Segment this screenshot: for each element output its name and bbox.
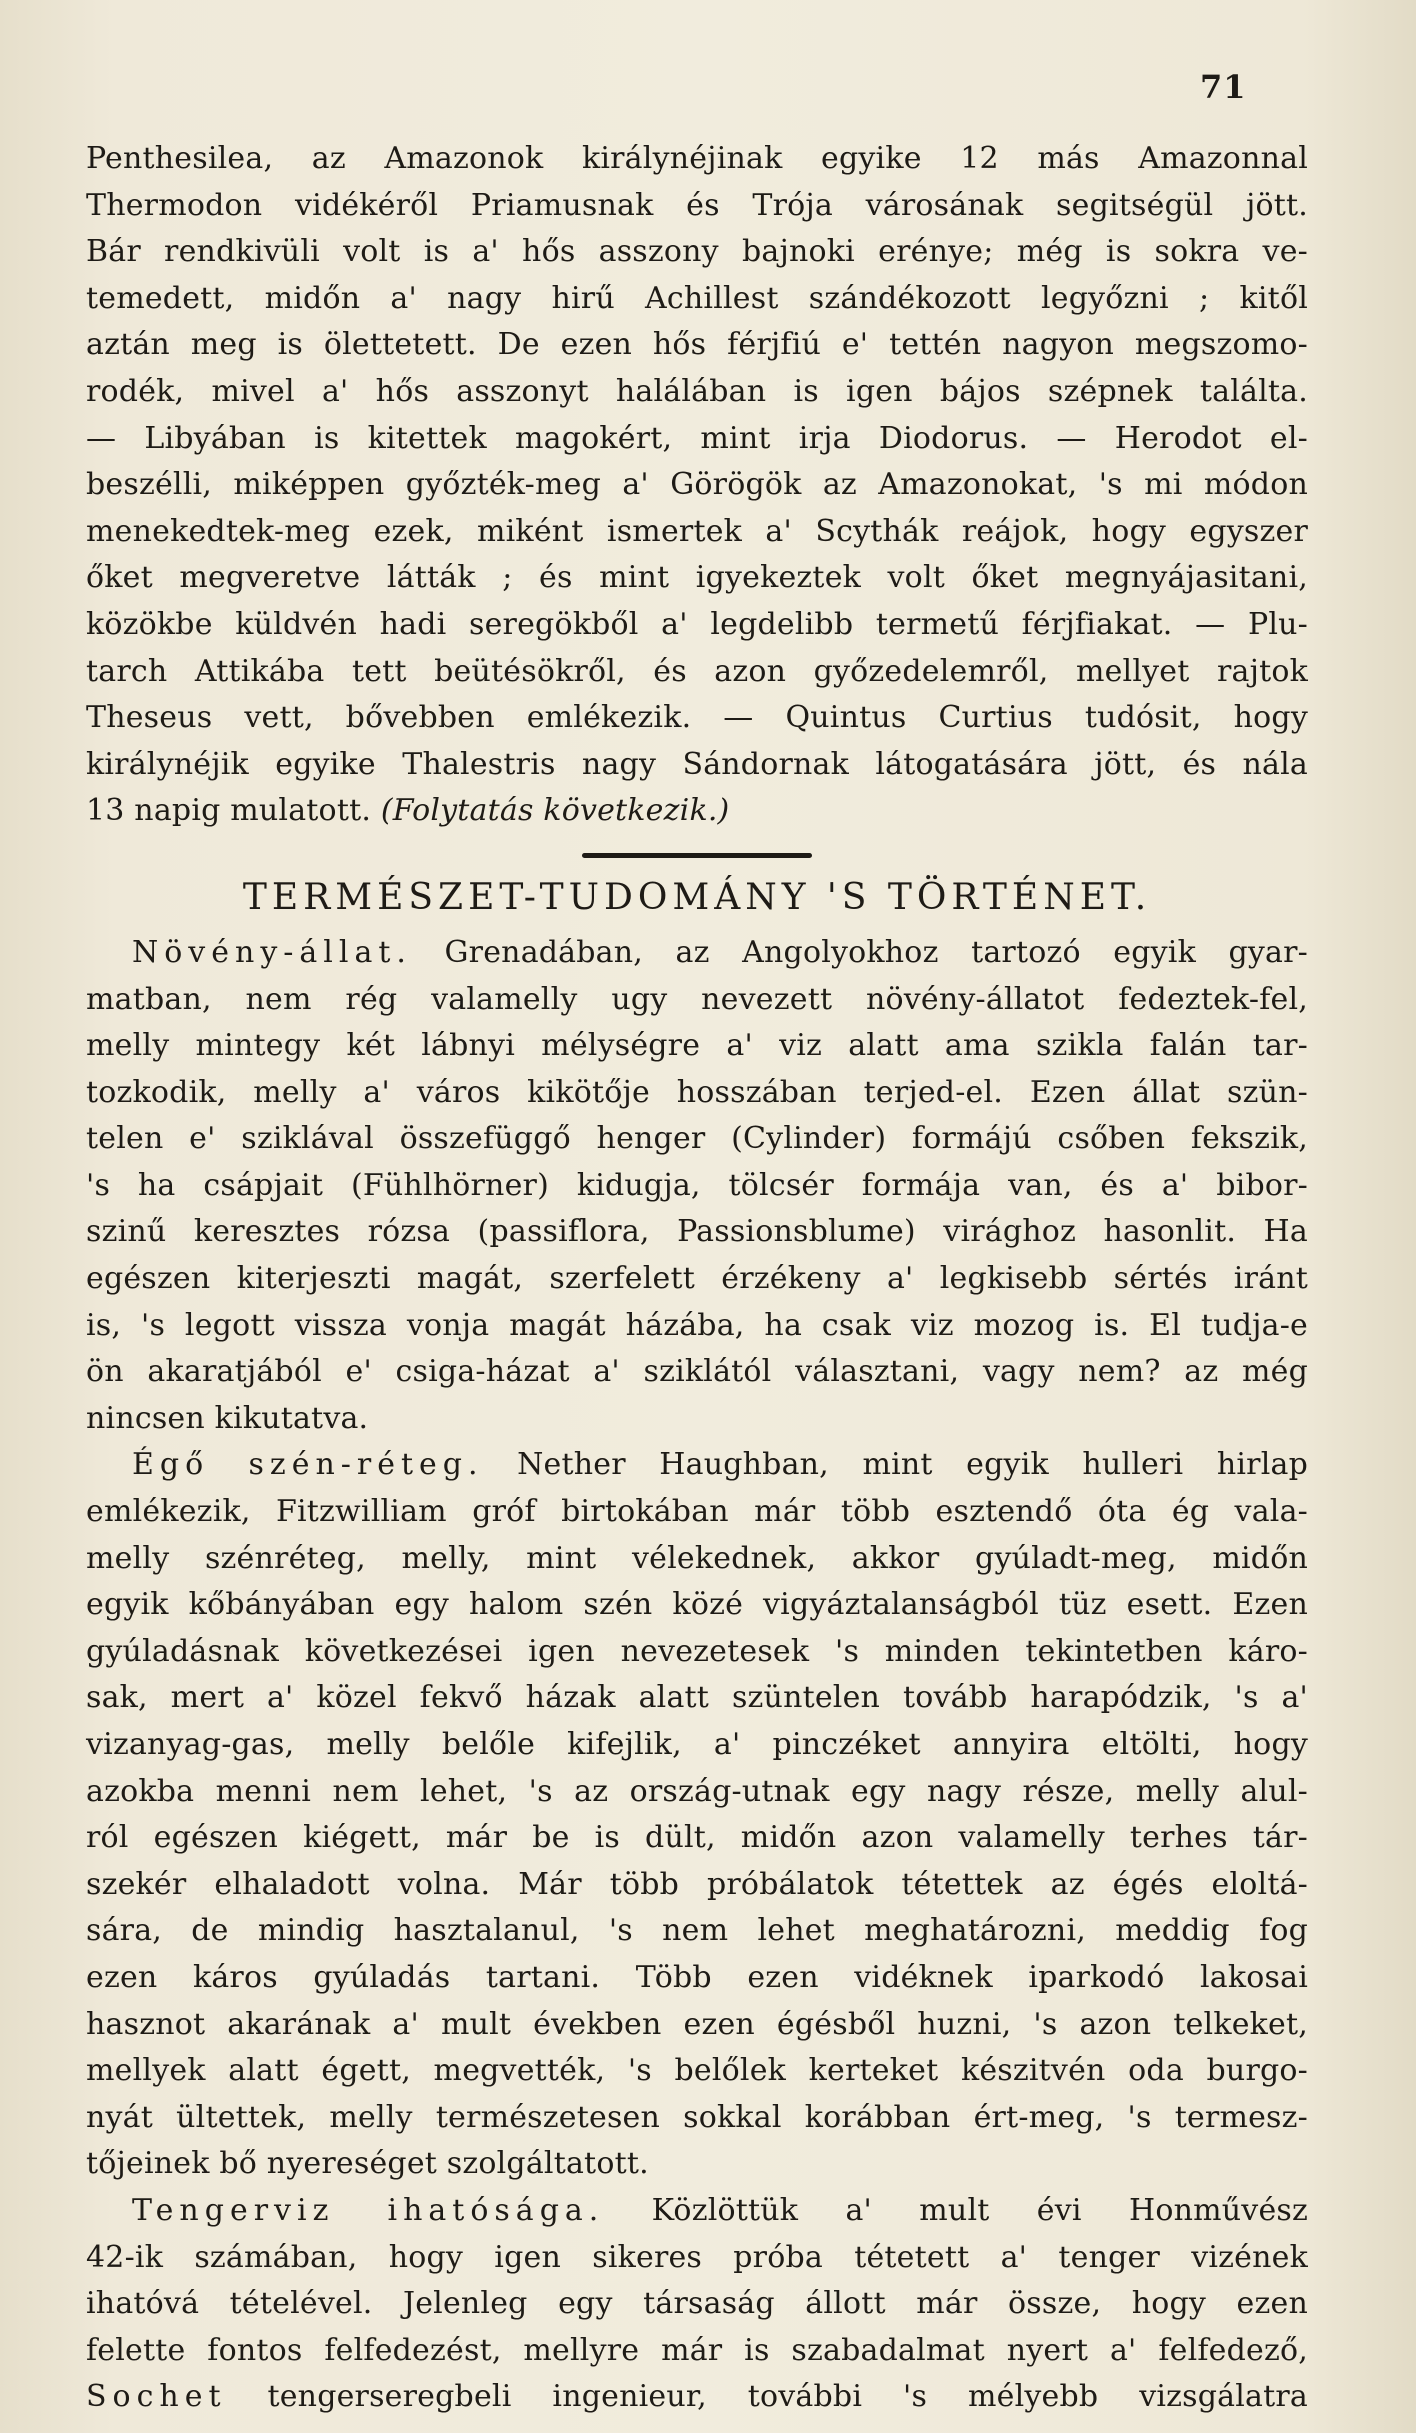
article-text: Grenadában, az Angolyokhoz tartozó egyik gyar-: [444, 934, 1308, 970]
text-line: telen e' sziklával összefüggő henger (Cylinder) formájú csőben fekszik,: [86, 1121, 1308, 1157]
text-line: királynéjik egyike Thalestris nagy Sándornak látogatására jött, és nála: [86, 746, 1308, 782]
text-line: tozkodik, melly a' város kikötője hosszában terjed-el. Ezen állat szün-: [86, 1074, 1308, 1110]
article-text: tengerseregbeli ingenieur, további 's mélyebb vizsgálatra: [226, 2379, 1308, 2415]
text-line: matban, nem rég valamelly ugy nevezett növény-állatot fedeztek-fel,: [86, 981, 1308, 1017]
text-line: [86, 2188, 1308, 2235]
text-line: nyát ültettek, melly természetesen sokkal korábban ért-meg, 's termesz-: [86, 2099, 1308, 2135]
intro-paragraph: [86, 136, 1308, 835]
text-line: melly szénréteg, melly, mint vélekednek, akkor gyúladt-meg, midőn: [86, 1540, 1308, 1576]
text-line: Bár rendkivüli volt is a' hős asszony bajnoki erénye; még is sokra ve-: [86, 234, 1308, 270]
page-number: 71: [1200, 68, 1247, 106]
text-line: hasznot akarának a' mult években ezen égésből huzni, 's azon telkeket,: [86, 2006, 1308, 2042]
text-line: rodék, mivel a' hős asszonyt halálában is igen bájos szépnek találta.: [86, 373, 1308, 409]
page-body: [86, 136, 1308, 2421]
text-line: mellyek alatt égett, megvették, 's belőlek kerteket készitvén oda burgo-: [86, 2053, 1308, 2089]
text-line-prefix: 13 napig mulatott.: [86, 793, 381, 829]
text-line: gyúladásnak következései igen nevezetesek 's minden tekintetben káro-: [86, 1633, 1308, 1669]
text-line: őket megveretve látták ; és mint igyekeztek volt őket megnyájasitani,: [86, 560, 1308, 596]
article-heading: Tengerviz ihatósága.: [132, 2192, 605, 2228]
article-tengerviz-ihatosaga: [86, 2188, 1308, 2421]
text-line: aztán meg is ölettetett. De ezen hős férjfiú e' tettén nagyon megszomo-: [86, 327, 1308, 363]
section-divider: [582, 853, 812, 858]
spaced-name: Sochet: [86, 2379, 227, 2415]
article-heading: Növény-állat.: [132, 934, 412, 970]
text-line: Theseus vett, bővebben emlékezik. — Quintus Curtius tudósit, hogy: [86, 700, 1308, 736]
text-line: is, 's legott vissza vonja magát házába, ha csak viz mozog is. El tudja-e: [86, 1307, 1308, 1343]
text-line: temedett, midőn a' nagy hirű Achillest szándékozott legyőzni ; kitől: [86, 280, 1308, 316]
text-line: emlékezik, Fitzwilliam gróf birtokában már több esztendő óta ég vala-: [86, 1494, 1308, 1530]
section-title: TERMÉSZET-TUDOMÁNY 'S TÖRTÉNET.: [242, 876, 1152, 918]
text-line: vizanyag-gas, melly belőle kifejlik, a' pinczéket annyira eltölti, hogy: [86, 1727, 1308, 1762]
text-line: beszélli, miképpen győzték-meg a' Görögök az Amazonokat, 's mi módon: [86, 467, 1308, 503]
text-line: ról egészen kiégett, már be is dült, midőn azon valamelly terhes tár-: [86, 1820, 1308, 1856]
article-heading: Égő szén-réteg.: [132, 1447, 484, 1483]
text-line: [86, 2374, 1308, 2421]
text-line: nincsen kikutatva.: [86, 1400, 369, 1436]
text-line: menekedtek-meg ezek, miként ismertek a' Scythák reájok, hogy egyszer: [86, 513, 1308, 549]
text-line: sak, mert a' közel fekvő házak alatt szüntelen tovább harapódzik, 's a': [86, 1680, 1308, 1716]
continuation-note: (Folytatás következik.): [380, 793, 730, 829]
text-line: 42-ik számában, hogy igen sikeres próba tétetett a' tenger vizének: [86, 2239, 1308, 2275]
text-line: ön akaratjából e' csiga-házat a' sziklától választani, vagy nem? az még: [86, 1354, 1308, 1390]
text-line: melly mintegy két lábnyi mélységre a' viz alatt ama szikla falán tar-: [86, 1028, 1308, 1064]
text-line: ihatóvá tételével. Jelenleg egy társaság állott már össze, hogy ezen: [86, 2286, 1308, 2322]
article-text: Nether Haughban, mint egyik hulleri hirlap: [517, 1447, 1308, 1483]
text-line: Thermodon vidékéről Priamusnak és Trója városának segitségül jött.: [86, 187, 1308, 223]
text-line: Penthesilea, az Amazonok királynéjinak egyike 12 más Amazonnal: [86, 141, 1308, 176]
text-line: ezen káros gyúladás tartani. Több ezen vidéknek iparkodó lakosai: [86, 1959, 1308, 1995]
text-line: [86, 1442, 1308, 1489]
text-line: felette fontos felfedezést, mellyre már is szabadalmat nyert a' felfedező,: [86, 2332, 1308, 2368]
text-line: sára, de mindig hasztalanul, 's nem lehet meghatározni, meddig fog: [86, 1913, 1308, 1949]
text-line: [86, 930, 1308, 977]
text-line: szekér elhaladott volna. Már több próbálatok tétettek az égés eloltá-: [86, 1866, 1308, 1902]
text-line: tőjeinek bő nyereséget szolgáltatott.: [86, 2146, 649, 2182]
text-line: — Libyában is kitettek magokért, mint irja Diodorus. — Herodot el-: [86, 420, 1308, 456]
text-line: közökbe küldvén hadi seregökből a' legdelibb termetű férjfiakat. — Plu-: [86, 606, 1308, 642]
text-line: egészen kiterjeszti magát, szerfelett érzékeny a' legkisebb sértés iránt: [86, 1261, 1308, 1297]
article-text: Közlöttük a' mult évi Honművész: [651, 2192, 1308, 2228]
text-line: azokba menni nem lehet, 's az ország-utnak egy nagy része, melly alul-: [86, 1773, 1308, 1809]
text-line: tarch Attikába tett beütésökről, és azon győzedelemről, mellyet rajtok: [86, 653, 1308, 689]
text-line: [86, 788, 1308, 835]
article-noveny-allat: [86, 930, 1308, 1443]
text-line: egyik kőbányában egy halom szén közé vigyáztalanságból tüz esett. Ezen: [86, 1587, 1308, 1623]
article-ego-szen-reteg: [86, 1442, 1308, 2188]
text-line: 's ha csápjait (Fühlhörner) kidugja, tölcsér formája van, és a' bibor-: [86, 1167, 1308, 1203]
text-line: szinű keresztes rózsa (passiflora, Passionsblume) virághoz hasonlit. Ha: [86, 1214, 1308, 1250]
